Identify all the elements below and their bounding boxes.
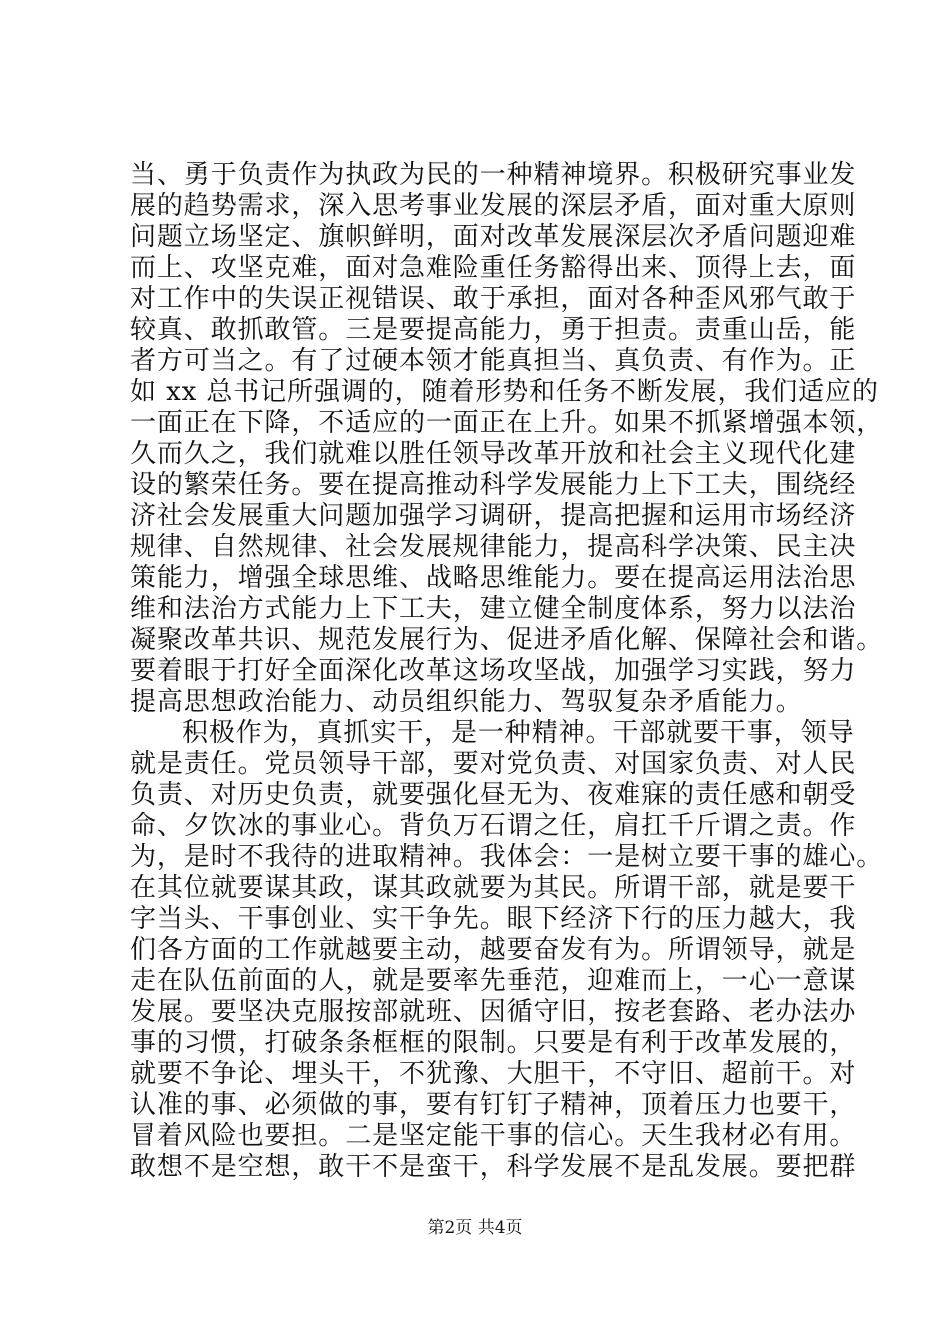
text-line: 就要不争论、埋头干，不犹豫、大胆干，不守旧、超前干。对: [130, 1059, 857, 1089]
text-line: 展的趋势需求，深入思考事业发展的深层矛盾，面对重大原则: [130, 191, 857, 221]
text-line: 而上、攻坚克难，面对急难险重任务豁得出来、顶得上去，面: [130, 253, 857, 283]
text-line: 如 xx 总书记所强调的，随着形势和任务不断发展，我们适应的: [130, 377, 879, 407]
text-line: 问题立场坚定、旗帜鲜明，面对改革发展深层次矛盾问题迎难: [130, 222, 857, 252]
paragraph-start-line: 积极作为，真抓实干，是一种精神。干部就要干事，领导: [182, 718, 855, 748]
text-line: 凝聚改革共识、规范发展行为、促进矛盾化解、保障社会和谐。: [130, 625, 884, 655]
text-line: 敢想不是空想，敢干不是蛮干，科学发展不是乱发展。要把群: [130, 1152, 857, 1182]
text-line: 要着眼于打好全面深化改革这场攻坚战，加强学习实践，努力: [130, 656, 857, 686]
text-line: 者方可当之。有了过硬本领才能真担当、真负责、有作为。正: [130, 346, 857, 376]
text-line: 设的繁荣任务。要在提高推动科学发展能力上下工夫，围绕经: [130, 470, 857, 500]
text-line: 发展。要坚决克服按部就班、因循守旧，按老套路、老办法办: [130, 997, 857, 1027]
text-line: 久而久之，我们就难以胜任领导改革开放和社会主义现代化建: [130, 439, 857, 469]
text-line: 当、勇于负责作为执政为民的一种精神境界。积极研究事业发: [130, 160, 857, 190]
text-line: 命、夕饮冰的事业心。背负万石谓之任，肩扛千斤谓之责。作: [130, 811, 857, 841]
text-line: 冒着风险也要担。二是坚定能干事的信心。天生我材必有用。: [130, 1121, 857, 1151]
text-line: 较真、敢抓敢管。三是要提高能力，勇于担责。责重山岳，能: [130, 315, 857, 345]
page-footer: 第2页 共4页: [427, 1218, 523, 1238]
text-line: 负责、对历史负责，就要强化昼无为、夜难寐的责任感和朝受: [130, 780, 857, 810]
text-line: 就是责任。党员领导干部，要对党负责、对国家负责、对人民: [130, 749, 857, 779]
text-line: 对工作中的失误正视错误、敢于承担，面对各种歪风邪气敢于: [130, 284, 857, 314]
text-line: 一面正在下降，不适应的一面正在上升。如果不抓紧增强本领，: [130, 408, 884, 438]
text-line: 在其位就要谋其政，谋其政就要为其民。所谓干部，就是要干: [130, 873, 857, 903]
text-line: 策能力，增强全球思维、战略思维能力。要在提高运用法治思: [130, 563, 857, 593]
text-line: 提高思想政治能力、动员组织能力、驾驭复杂矛盾能力。: [130, 687, 803, 717]
text-line: 走在队伍前面的人，就是要率先垂范，迎难而上，一心一意谋: [130, 966, 857, 996]
body-text: [130, 160, 884, 1183]
text-line: 认准的事、必须做的事，要有钉钉子精神，顶着压力也要干，: [130, 1090, 857, 1120]
text-line: 字当头、干事创业、实干争先。眼下经济下行的压力越大，我: [130, 904, 857, 934]
text-line: 维和法治方式能力上下工夫，建立健全制度体系，努力以法治: [130, 594, 857, 624]
text-line: 们各方面的工作就越要主动，越要奋发有为。所谓领导，就是: [130, 935, 857, 965]
text-line: 为，是时不我待的进取精神。我体会：一是树立要干事的雄心。: [130, 842, 884, 872]
text-line: 规律、自然规律、社会发展规律能力，提高科学决策、民主决: [130, 532, 857, 562]
text-line: 济社会发展重大问题加强学习调研，提高把握和运用市场经济: [130, 501, 857, 531]
text-line: 事的习惯，打破条条框框的限制。只要是有利于改革发展的，: [130, 1028, 857, 1058]
